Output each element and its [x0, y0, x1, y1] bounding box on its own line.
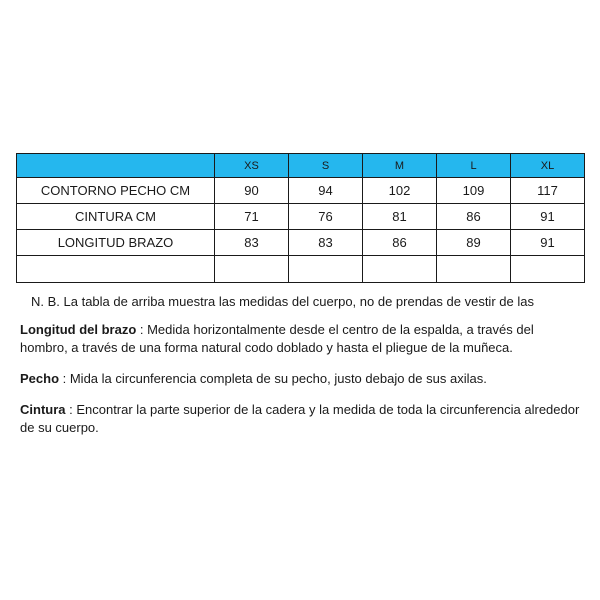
table-cell: 117 — [511, 178, 585, 204]
row-label — [17, 256, 215, 283]
definition-term: Longitud del brazo — [20, 322, 137, 337]
header-cell-xs: XS — [215, 154, 289, 178]
table-cell: 81 — [363, 204, 437, 230]
definition-text: : Encontrar la parte superior de la cadera y la medida de toda la circunferencia alrededor de su cuerpo. — [20, 402, 580, 435]
table-cell: 86 — [363, 230, 437, 256]
definition-waist — [20, 401, 580, 437]
table-cell: 94 — [289, 178, 363, 204]
table-cell — [289, 256, 363, 283]
table-header-row — [17, 154, 585, 178]
header-cell-l: L — [437, 154, 511, 178]
table-cell: 83 — [215, 230, 289, 256]
definition-term: Pecho — [20, 371, 60, 386]
definition-term: Cintura — [20, 402, 66, 417]
table-cell: 83 — [289, 230, 363, 256]
header-cell-s: S — [289, 154, 363, 178]
table-cell: 90 — [215, 178, 289, 204]
note-text: N. B. La tabla de arriba muestra las medidas del cuerpo, no de prendas de vestir de las — [31, 294, 534, 309]
table-cell — [511, 256, 585, 283]
row-label: LONGITUD BRAZO — [17, 230, 215, 256]
row-label: CONTORNO PECHO CM — [17, 178, 215, 204]
table-cell: 89 — [437, 230, 511, 256]
definition-chest — [20, 370, 580, 388]
table-cell: 91 — [511, 230, 585, 256]
table-row-empty — [17, 256, 585, 283]
table-cell: 71 — [215, 204, 289, 230]
table-cell: 86 — [437, 204, 511, 230]
table-cell: 102 — [363, 178, 437, 204]
table-cell — [363, 256, 437, 283]
table-row — [17, 204, 585, 230]
table-cell: 76 — [289, 204, 363, 230]
header-cell-m: M — [363, 154, 437, 178]
row-label: CINTURA CM — [17, 204, 215, 230]
definition-arm-length — [20, 321, 580, 357]
table-cell — [215, 256, 289, 283]
table-row — [17, 178, 585, 204]
header-cell-empty — [17, 154, 215, 178]
size-chart-table — [16, 153, 585, 283]
table-cell: 109 — [437, 178, 511, 204]
definition-text: : Medida horizontalmente desde el centro de la espalda, a través del hombro, a través de una forma natural codo doblado y hasta el pliegue de la muñeca. — [20, 322, 534, 355]
table-cell — [437, 256, 511, 283]
header-cell-xl: XL — [511, 154, 585, 178]
table-cell: 91 — [511, 204, 585, 230]
definition-text: : Mida la circunferencia completa de su pecho, justo debajo de sus axilas. — [59, 371, 487, 386]
table-row — [17, 230, 585, 256]
